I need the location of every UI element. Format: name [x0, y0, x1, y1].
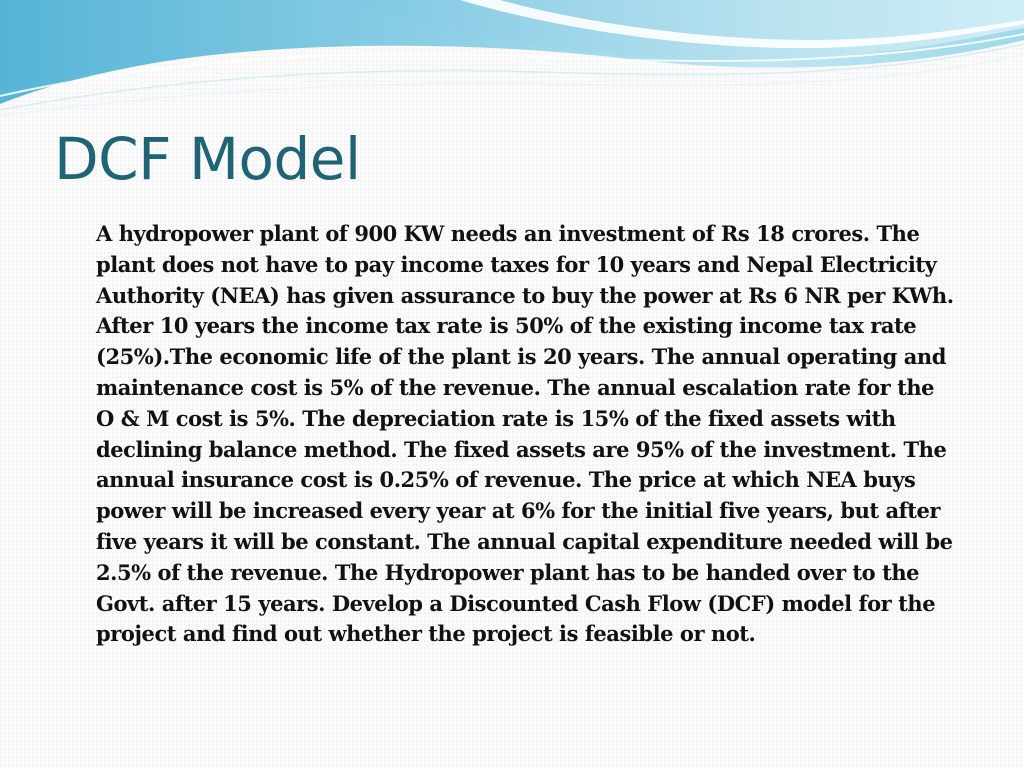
header-wave-decoration — [0, 0, 1024, 120]
slide-body-text: A hydropower plant of 900 KW needs an investment of Rs 18 crores. The plant does not have to pay income taxes for 10 years and Nepal Electricity Authority (NEA) has given assurance to buy the power at Rs 6 NR per KWh. After 10 years the income tax rate is 50% of the existing income tax rate (25%).The economic life of the plant is 20 years. The annual operating and maintenance cost is 5% of the revenue. The annual escalation rate for the O & M cost is 5%. The depreciation rate is 15% of the fixed assets with declining balance method. The fixed assets are 95% of the investment. The annual insurance cost is 0.25% of revenue. The price at which NEA buys power will be increased every year at 6% for the initial five years, but after five years it will be constant. The annual capital expenditure needed will be 2.5% of the revenue. The Hydropower plant has to be handed over to the Govt. after 15 years. Develop a Discounted Cash Flow (DCF) model for the project and find out whether the project is feasible or not. — [96, 221, 954, 647]
slide-title: DCF Model — [54, 125, 361, 193]
